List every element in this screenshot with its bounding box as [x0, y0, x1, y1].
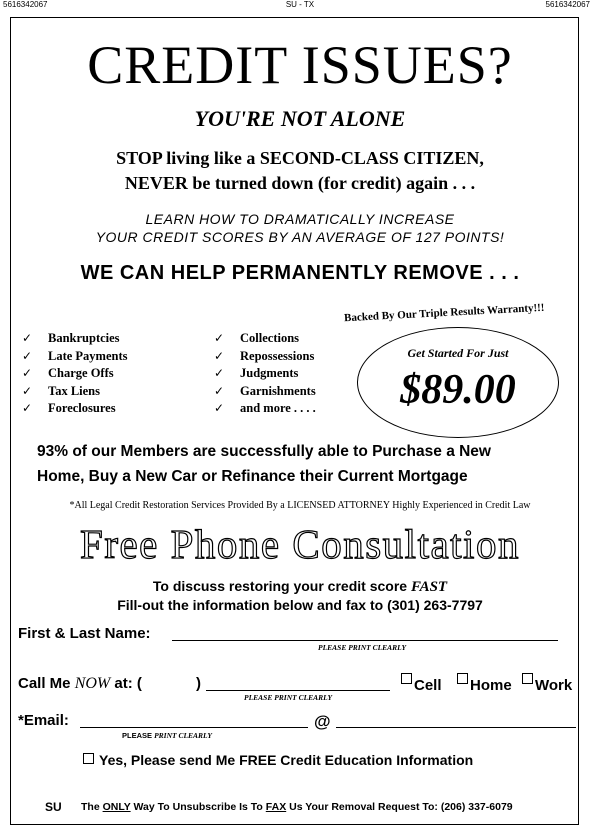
check-icon: ✓	[214, 331, 225, 345]
at-sign: @	[314, 712, 331, 731]
checkbox[interactable]	[522, 673, 533, 684]
fax-header-left: 5616342067	[3, 0, 48, 9]
check-icon: ✓	[214, 401, 225, 415]
checkbox[interactable]	[401, 673, 412, 684]
remove-heading: WE CAN HELP PERMANENTLY REMOVE . . .	[80, 262, 520, 284]
fast-emphasis: FAST	[410, 579, 448, 595]
list-item: ✓ Tax Liens	[22, 383, 128, 401]
discuss-line: To discuss restoring your credit score FAST	[152, 578, 448, 595]
check-icon: ✓	[214, 383, 225, 398]
name-label: First & Last Name:	[18, 625, 151, 642]
check-icon: ✓	[22, 401, 33, 415]
list-item: ✓ Repossessions	[214, 348, 316, 366]
name-print-note: PLEASE PRINT CLEARLY	[318, 643, 407, 652]
check-icon: ✓	[214, 348, 225, 363]
check-icon: ✓	[22, 331, 33, 345]
learn-line-1: LEARN HOW TO DRAMATICALLY INCREASE	[145, 211, 455, 227]
fax-instructions: Fill-out the information below and fax to (301) 263-7797	[117, 597, 483, 613]
list-item: ✓ Foreclosures	[22, 400, 128, 418]
stop-line-2: NEVER be turned down (for credit) again . . .	[124, 173, 476, 193]
footer-code: SU	[45, 800, 62, 814]
removal-list-right	[214, 330, 316, 418]
list-item: ✓ Garnishments	[214, 383, 316, 401]
name-field[interactable]	[172, 637, 558, 641]
headline: CREDIT ISSUES?	[87, 35, 513, 95]
education-option[interactable]: Yes, Please send Me FREE Credit Education Information	[83, 752, 473, 768]
call-label: Call Me NOW at: (	[18, 675, 142, 692]
removal-list-left	[22, 330, 128, 418]
subheadline: YOU'RE NOT ALONE	[194, 106, 406, 131]
email-domain-field[interactable]	[336, 724, 576, 728]
warranty-text: Backed By Our Triple Results Warranty!!!	[343, 301, 545, 325]
checkbox[interactable]	[457, 673, 468, 684]
check-icon: ✓	[22, 348, 33, 363]
members-line-2: Home, Buy a New Car or Refinance their Current Mortgage	[37, 468, 468, 485]
get-started-text: Get Started For Just	[407, 346, 509, 360]
check-icon: ✓	[22, 383, 33, 398]
home-option[interactable]: Home	[457, 673, 512, 694]
email-label: *Email:	[18, 712, 69, 729]
stop-line-1: STOP living like a SECOND-CLASS CITIZEN,	[116, 148, 484, 168]
checkbox[interactable]	[83, 753, 94, 764]
phone-field[interactable]	[206, 687, 390, 691]
check-icon: ✓	[214, 366, 225, 380]
list-item: ✓ and more . . . .	[214, 400, 316, 418]
list-item: ✓ Judgments	[214, 365, 316, 383]
learn-line-2: YOUR CREDIT SCORES BY AN AVERAGE OF 127 POINTS!	[95, 229, 505, 245]
work-option[interactable]: Work	[522, 673, 572, 694]
check-icon: ✓	[22, 366, 33, 380]
members-line-1: 93% of our Members are successfully able to Purchase a New	[37, 443, 491, 460]
free-consultation-heading: Free Phone Consultation	[80, 521, 520, 567]
fax-header-center: SU - TX	[285, 0, 315, 9]
paren-close: )	[196, 675, 201, 692]
list-item: ✓ Charge Offs	[22, 365, 128, 383]
phone-print-note: PLEASE PRINT CLEARLY	[244, 693, 333, 702]
unsubscribe-notice: The ONLY Way To Unsubscribe Is To FAX Us Your Removal Request To: (206) 337-6079	[81, 801, 513, 813]
email-user-field[interactable]	[80, 724, 308, 728]
cell-option[interactable]: Cell	[401, 673, 442, 694]
legal-note: *All Legal Credit Restoration Services Provided By a LICENSED ATTORNEY Highly Experienced in Credit Law	[69, 500, 531, 511]
price: $89.00	[400, 367, 516, 413]
list-item: ✓ Late Payments	[22, 348, 128, 366]
list-item: ✓ Bankruptcies	[22, 330, 128, 348]
email-print-note: PLEASE PRINT CLEARLY	[122, 731, 212, 740]
list-item: ✓ Collections	[214, 330, 316, 348]
fax-header-right: 5616342067	[545, 0, 590, 9]
